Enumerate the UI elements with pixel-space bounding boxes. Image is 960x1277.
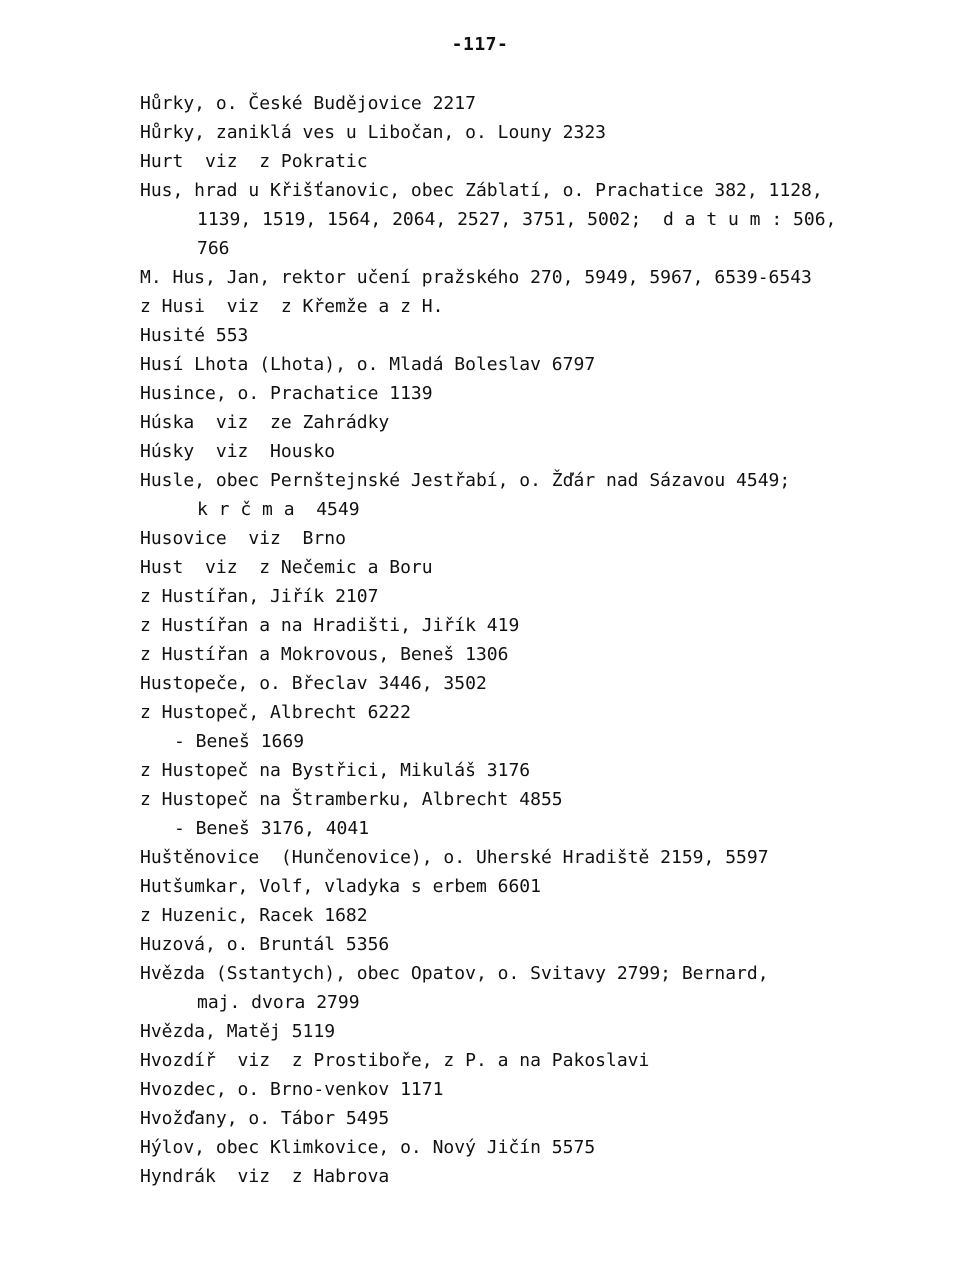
index-entry-continuation: - Beneš 3176, 4041 [174,818,370,839]
index-entry-continuation: 766 [197,238,230,259]
index-entry: Hurt viz z Pokratic [140,151,368,172]
index-entry: Hus, hrad u Křišťanovic, obec Záblatí, o. Prachatice 382, 1128, [140,180,823,201]
index-entry: Hvozdec, o. Brno-venkov 1171 [140,1079,444,1100]
index-entry: Hvozdíř viz z Prostiboře, z P. a na Pakoslavi [140,1050,650,1071]
index-entry: Hust viz z Nečemic a Boru [140,557,433,578]
index-entry: Husovice viz Brno [140,528,346,549]
index-entry: Hyndrák viz z Habrova [140,1166,390,1187]
index-entry: Hůrky, zaniklá ves u Libočan, o. Louny 2323 [140,122,606,143]
index-entry: Huštěnovice (Hunčenovice), o. Uherské Hradiště 2159, 5597 [140,847,769,868]
index-entry: z Hustopeč, Albrecht 6222 [140,702,411,723]
index-entry: Husité 553 [140,325,249,346]
index-entry: Hvožďany, o. Tábor 5495 [140,1108,390,1129]
index-entry: z Husi viz z Křemže a z H. [140,296,444,317]
index-entry-list [140,89,920,1191]
index-entry: Husle, obec Pernštejnské Jestřabí, o. Žďár nad Sázavou 4549; [140,470,791,491]
index-entry: z Hustířan a Mokrovous, Beneš 1306 [140,644,509,665]
index-entry-continuation: - Beneš 1669 [174,731,305,752]
index-entry: Húsky viz Housko [140,441,336,462]
index-entry: Húska viz ze Zahrádky [140,412,390,433]
index-entry: z Huzenic, Racek 1682 [140,905,368,926]
index-entry: z Hustopeč na Bystřici, Mikuláš 3176 [140,760,531,781]
index-entry: z Hustířan, Jiřík 2107 [140,586,379,607]
page-number: -117- [451,34,509,55]
index-entry-continuation: k r č m a 4549 [197,499,360,520]
index-entry: Hýlov, obec Klimkovice, o. Nový Jičín 5575 [140,1137,596,1158]
index-entry: Hvězda, Matěj 5119 [140,1021,336,1042]
index-entry: Husí Lhota (Lhota), o. Mladá Boleslav 6797 [140,354,596,375]
index-entry-continuation: 1139, 1519, 1564, 2064, 2527, 3751, 5002; d a t u m : 506, [197,209,837,230]
index-entry: z Hustířan a na Hradišti, Jiřík 419 [140,615,520,636]
index-entry: Hvězda (Sstantych), obec Opatov, o. Svitavy 2799; Bernard, [140,963,769,984]
index-entry: Huzová, o. Bruntál 5356 [140,934,390,955]
index-entry: Hůrky, o. České Budějovice 2217 [140,93,476,114]
index-entry: Husince, o. Prachatice 1139 [140,383,433,404]
index-entry: Hustopeče, o. Břeclav 3446, 3502 [140,673,487,694]
index-entry-continuation: maj. dvora 2799 [197,992,360,1013]
index-entry: Hutšumkar, Volf, vladyka s erbem 6601 [140,876,541,897]
index-entry: M. Hus, Jan, rektor učení pražského 270, 5949, 5967, 6539-6543 [140,267,812,288]
index-entry: z Hustopeč na Štramberku, Albrecht 4855 [140,789,563,810]
